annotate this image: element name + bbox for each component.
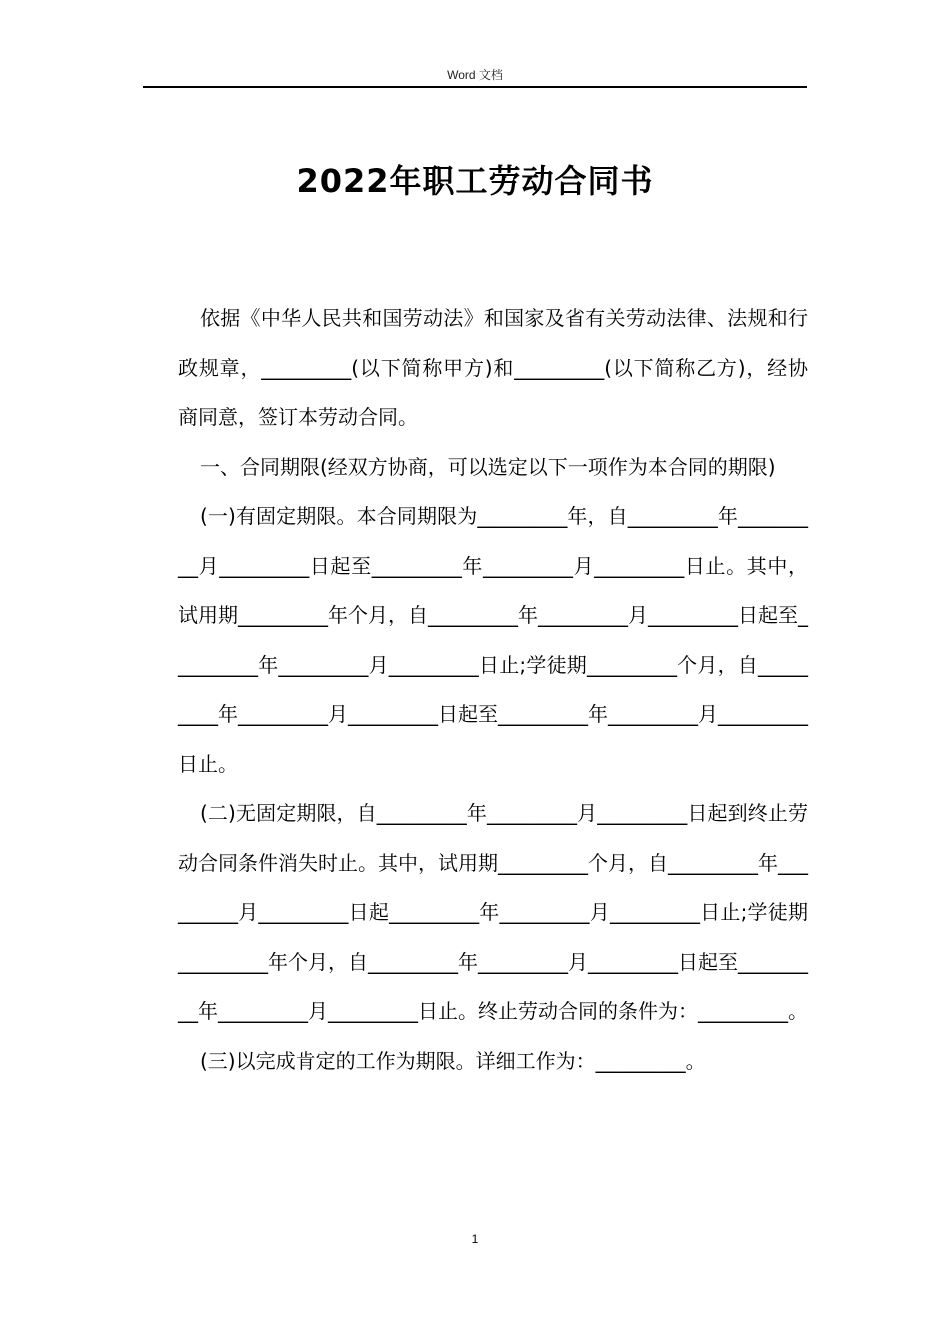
page-header: Word 文档 xyxy=(447,68,503,82)
paragraph-intro: 依据《中华人民共和国劳动法》和国家及省有关劳动法律、法规和行政规章，_________(以下简称甲方)和_________(以下简称乙方)，经协商同意，签订本劳动合同。 xyxy=(178,306,808,429)
header-divider xyxy=(143,86,807,88)
paragraph-fixed-term: (一)有固定期限。本合同期限为_________年，自_________年_________月_________日起至_________年_________月_________日止。其中，试用期_________年个月，自_________年_________月_________日起至_________年_________月_________日止;学徒期_________个月，自_________年_________月_________日起至_________年_________月_________日止。 xyxy=(178,504,808,776)
paragraph-section-1-heading: 一、合同期限(经双方协商，可以选定以下一项作为本合同的期限) xyxy=(200,454,776,479)
page-number: 1 xyxy=(471,1232,479,1246)
paragraph-task-term: (三)以完成肯定的工作为期限。详细工作为：_________。 xyxy=(200,1048,706,1073)
document-body xyxy=(178,294,808,1086)
paragraph-open-term: (二)无固定期限，自_________年_________月_________日起到终止劳动合同条件消失时止。其中，试用期_________个月，自_________年_________月_________日起_________年_________月_________日止;学徒期_________年个月，自_________年_________月_________日起至_________年_________月_________日止。终止劳动合同的条件为：_________。 xyxy=(178,801,808,1023)
document-title: 2022年职工劳动合同书 xyxy=(296,162,654,200)
